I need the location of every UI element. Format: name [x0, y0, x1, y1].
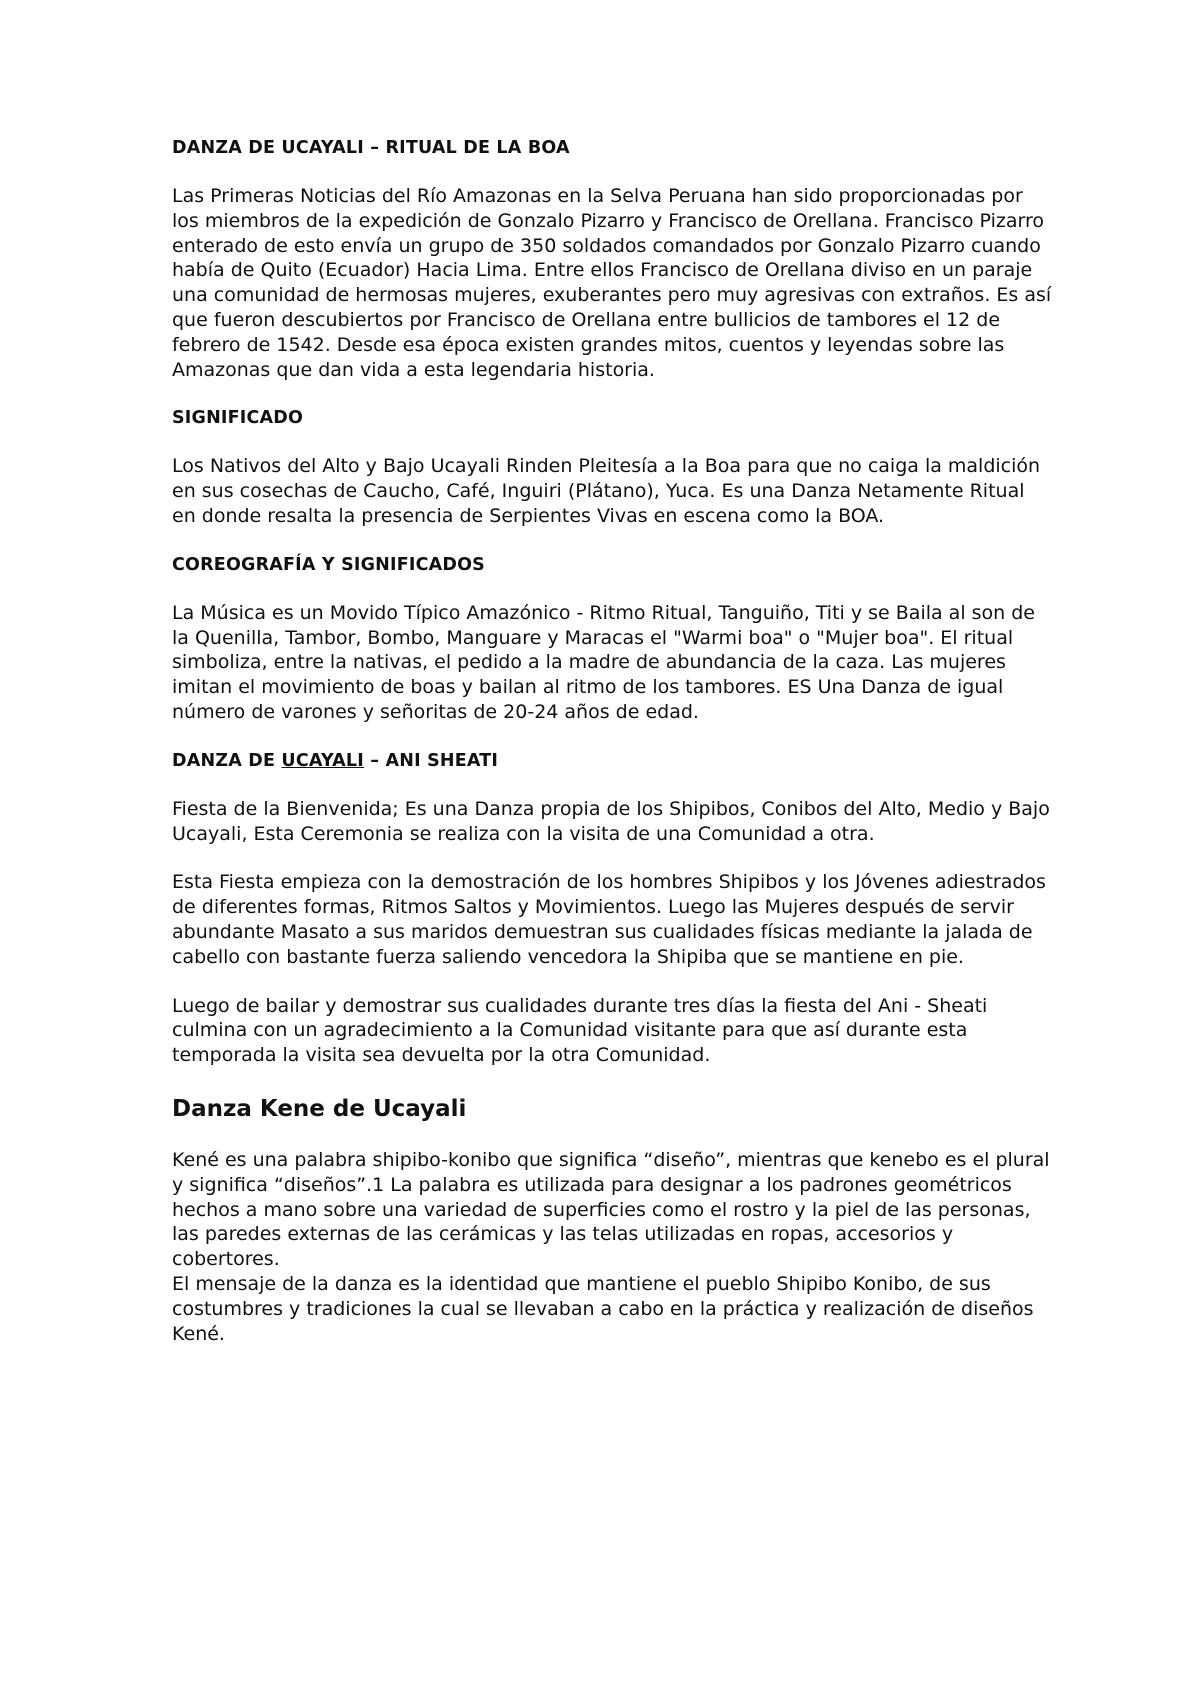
paragraph-historia: Las Primeras Noticias del Río Amazonas en la Selva Peruana han sido proporcionadas por los miembros de la expedición de Gonzalo Pizarro y Francisco de Orellana. Francisco Pizarro enterado de esto envía un grupo de 350 soldados comandados por Gonzalo Pizarro cuando había de Quito (Ecuador) Hacia Lima. Entre ellos Francisco de Orellana diviso en un paraje una comunidad de hermosas mujeres, exuberantes pero muy agresivas con extraños. Es así que fueron descubiertos por Francisco de Orellana entre bullicios de tambores el 12 de febrero de 1542. Desde esa época existen grandes mitos, cuentos y leyendas sobre las Amazonas que dan vida a esta legendaria historia.: [172, 185, 1052, 381]
paragraph-culminacion: Luego de bailar y demostrar sus cualidades durante tres días la fiesta del Ani - Sheati culmina con un agradecimiento a la Comunidad visitante para que así durante esta temporada la visita sea devuelta por la otra Comunidad.: [172, 994, 988, 1067]
paragraph-significado: Los Nativos del Alto y Bajo Ucayali Rinden Pleitesía a la Boa para que no caiga la maldición en sus cosechas de Caucho, Café, Inguiri (Plátano), Yuca. Es una Danza Netamente Ritual en donde resalta la presencia de Serpientes Vivas en escena como la BOA.: [172, 455, 1041, 527]
ucayali-link[interactable]: UCAYALI: [281, 750, 364, 771]
section-heading-significado: SIGNIFICADO: [172, 408, 304, 429]
paragraph-kene-mensaje: El mensaje de la danza es la identidad que mantiene el pueblo Shipibo Konibo, de sus costumbres y tradiciones la cual se llevaban a cabo en la práctica y realización de diseños Kené.: [172, 1272, 1034, 1345]
paragraph-fiesta: Esta Fiesta empieza con la demostración de los hombres Shipibos y los Jóvenes adiestrados de diferentes formas, Ritmos Saltos y Movimientos. Luego las Mujeres después de servir abundante Masato a sus maridos demuestran sus cualidades físicas mediante la jalada de cabello con bastante fuerza saliendo vencedora la Shipiba que se mantiene en pie.: [172, 871, 1046, 968]
section-heading-coreografia: COREOGRAFÍA Y SIGNIFICADOS: [172, 554, 485, 575]
section-heading-kene: Danza Kene de Ucayali: [172, 1095, 467, 1122]
paragraph-bienvenida: Fiesta de la Bienvenida; Es una Danza propia de los Shipibos, Conibos del Alto, Medio y Bajo Ucayali, Esta Ceremonia se realiza con la visita de una Comunidad a otra.: [172, 797, 1050, 845]
section-heading-ani-sheati: [172, 749, 1052, 773]
heading-prefix: DANZA DE: [172, 750, 282, 771]
section-heading-ritual-boa: DANZA DE UCAYALI – RITUAL DE LA BOA: [172, 138, 570, 158]
document-page: [172, 136, 1052, 1346]
paragraph-kene-definicion: Kené es una palabra shipibo-konibo que significa “diseño”, mientras que kenebo es el plural y significa “diseños”.1 La palabra es utilizada para designar a los padrones geométricos hechos a mano sobre una variedad de superficies como el rostro y la piel de las personas, las paredes externas de las cerámicas y las telas utilizadas en ropas, accesorios y cobertores.: [172, 1148, 1050, 1271]
heading-suffix: – ANI SHEATI: [363, 750, 499, 771]
paragraph-coreografia: La Música es un Movido Típico Amazónico - Ritmo Ritual, Tanguiño, Titi y se Baila al son de la Quenilla, Tambor, Bombo, Manguare y Maracas el "Warmi boa" o "Mujer boa". El ritual simboliza, entre la nativas, el pedido a la madre de abundancia de la caza. Las mujeres imitan el movimiento de boas y bailan al ritmo de los tambores. ES Una Danza de igual número de varones y señoritas de 20-24 años de edad.: [172, 601, 1035, 723]
